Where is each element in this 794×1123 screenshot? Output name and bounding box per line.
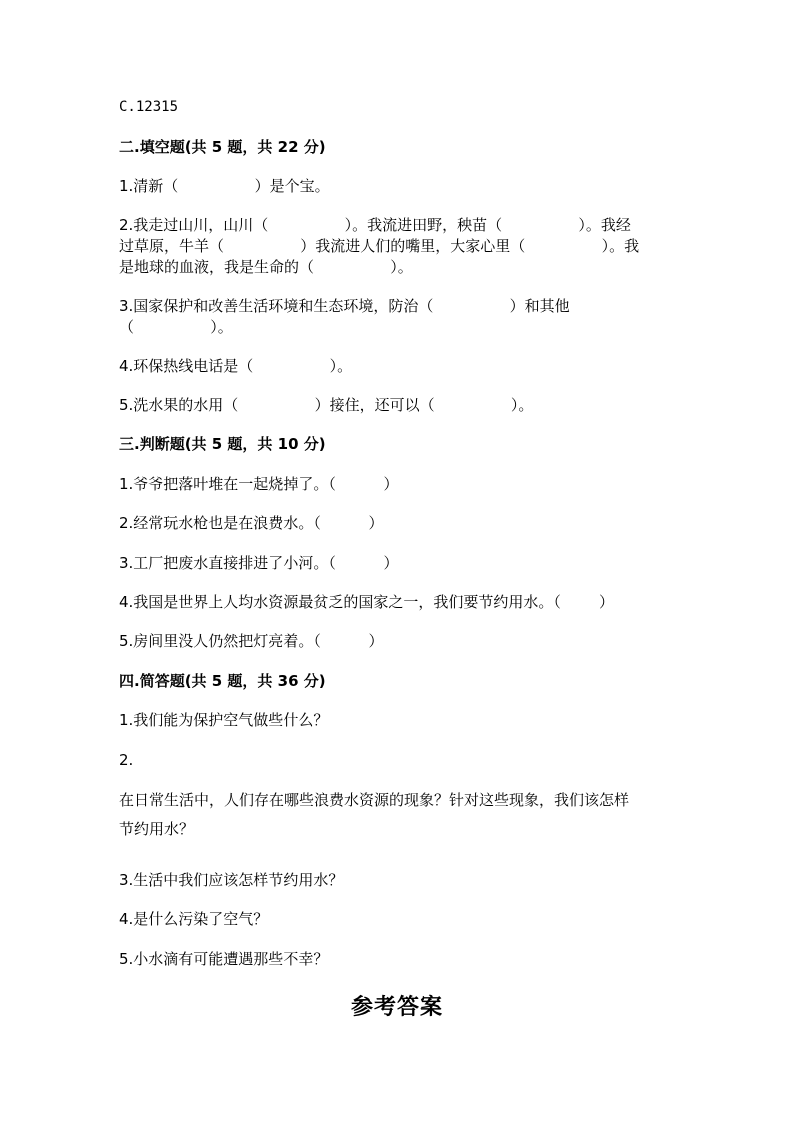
fill-q3-line1: 3.国家保护和改善生活环境和生态环境，防治（ ）和其他 [119,297,570,315]
short-q5: 5.小水滴有可能遭遇那些不幸？ [119,950,329,968]
judge-q5: 5.房间里没人仍然把灯亮着。（ ） [119,632,384,650]
short-q2-line1: 在日常生活中，人们存在哪些浪费水资源的现象？针对这些现象，我们该怎样 [119,791,630,809]
section4-heading: 四.简答题(共 5 题，共 36 分) [119,672,326,690]
fill-q5: 5.洗水果的水用（ ）接住，还可以（ ）。 [119,396,534,414]
section2-heading: 二.填空题(共 5 题，共 22 分) [119,138,326,156]
fill-q2-line3: 是地球的血液，我是生命的（ ）。 [119,258,413,276]
fill-q1: 1.清新（ ）是个宝。 [119,177,330,195]
short-q1: 1.我们能为保护空气做些什么？ [119,711,329,729]
judge-q3: 3.工厂把废水直接排进了小河。（ ） [119,554,399,572]
option-c: C.12315 [119,99,179,115]
short-q4: 4.是什么污染了空气？ [119,910,269,928]
judge-q1: 1.爷爷把落叶堆在一起烧掉了。（ ） [119,475,399,493]
fill-q3-line2: （ ）。 [119,318,233,336]
answers-title: 参考答案 [350,994,443,1020]
judge-q2: 2.经常玩水枪也是在浪费水。（ ） [119,514,384,532]
fill-q4: 4.环保热线电话是（ ）。 [119,357,353,375]
short-q3: 3.生活中我们应该怎样节约用水？ [119,871,344,889]
section3-heading: 三.判断题(共 5 题，共 10 分) [119,435,326,453]
fill-q2-line1: 2.我走过山川，山川（ ）。我流进田野，秧苗（ ）。我经 [119,216,631,234]
short-q2-number: 2. [119,751,134,769]
judge-q4: 4.我国是世界上人均水资源最贫乏的国家之一，我们要节约用水。（ ） [119,593,614,611]
short-q2-line2: 节约用水？ [119,820,195,838]
fill-q2-line2: 过草原，牛羊（ ）我流进人们的嘴里，大家心里（ ）。我 [119,237,640,255]
